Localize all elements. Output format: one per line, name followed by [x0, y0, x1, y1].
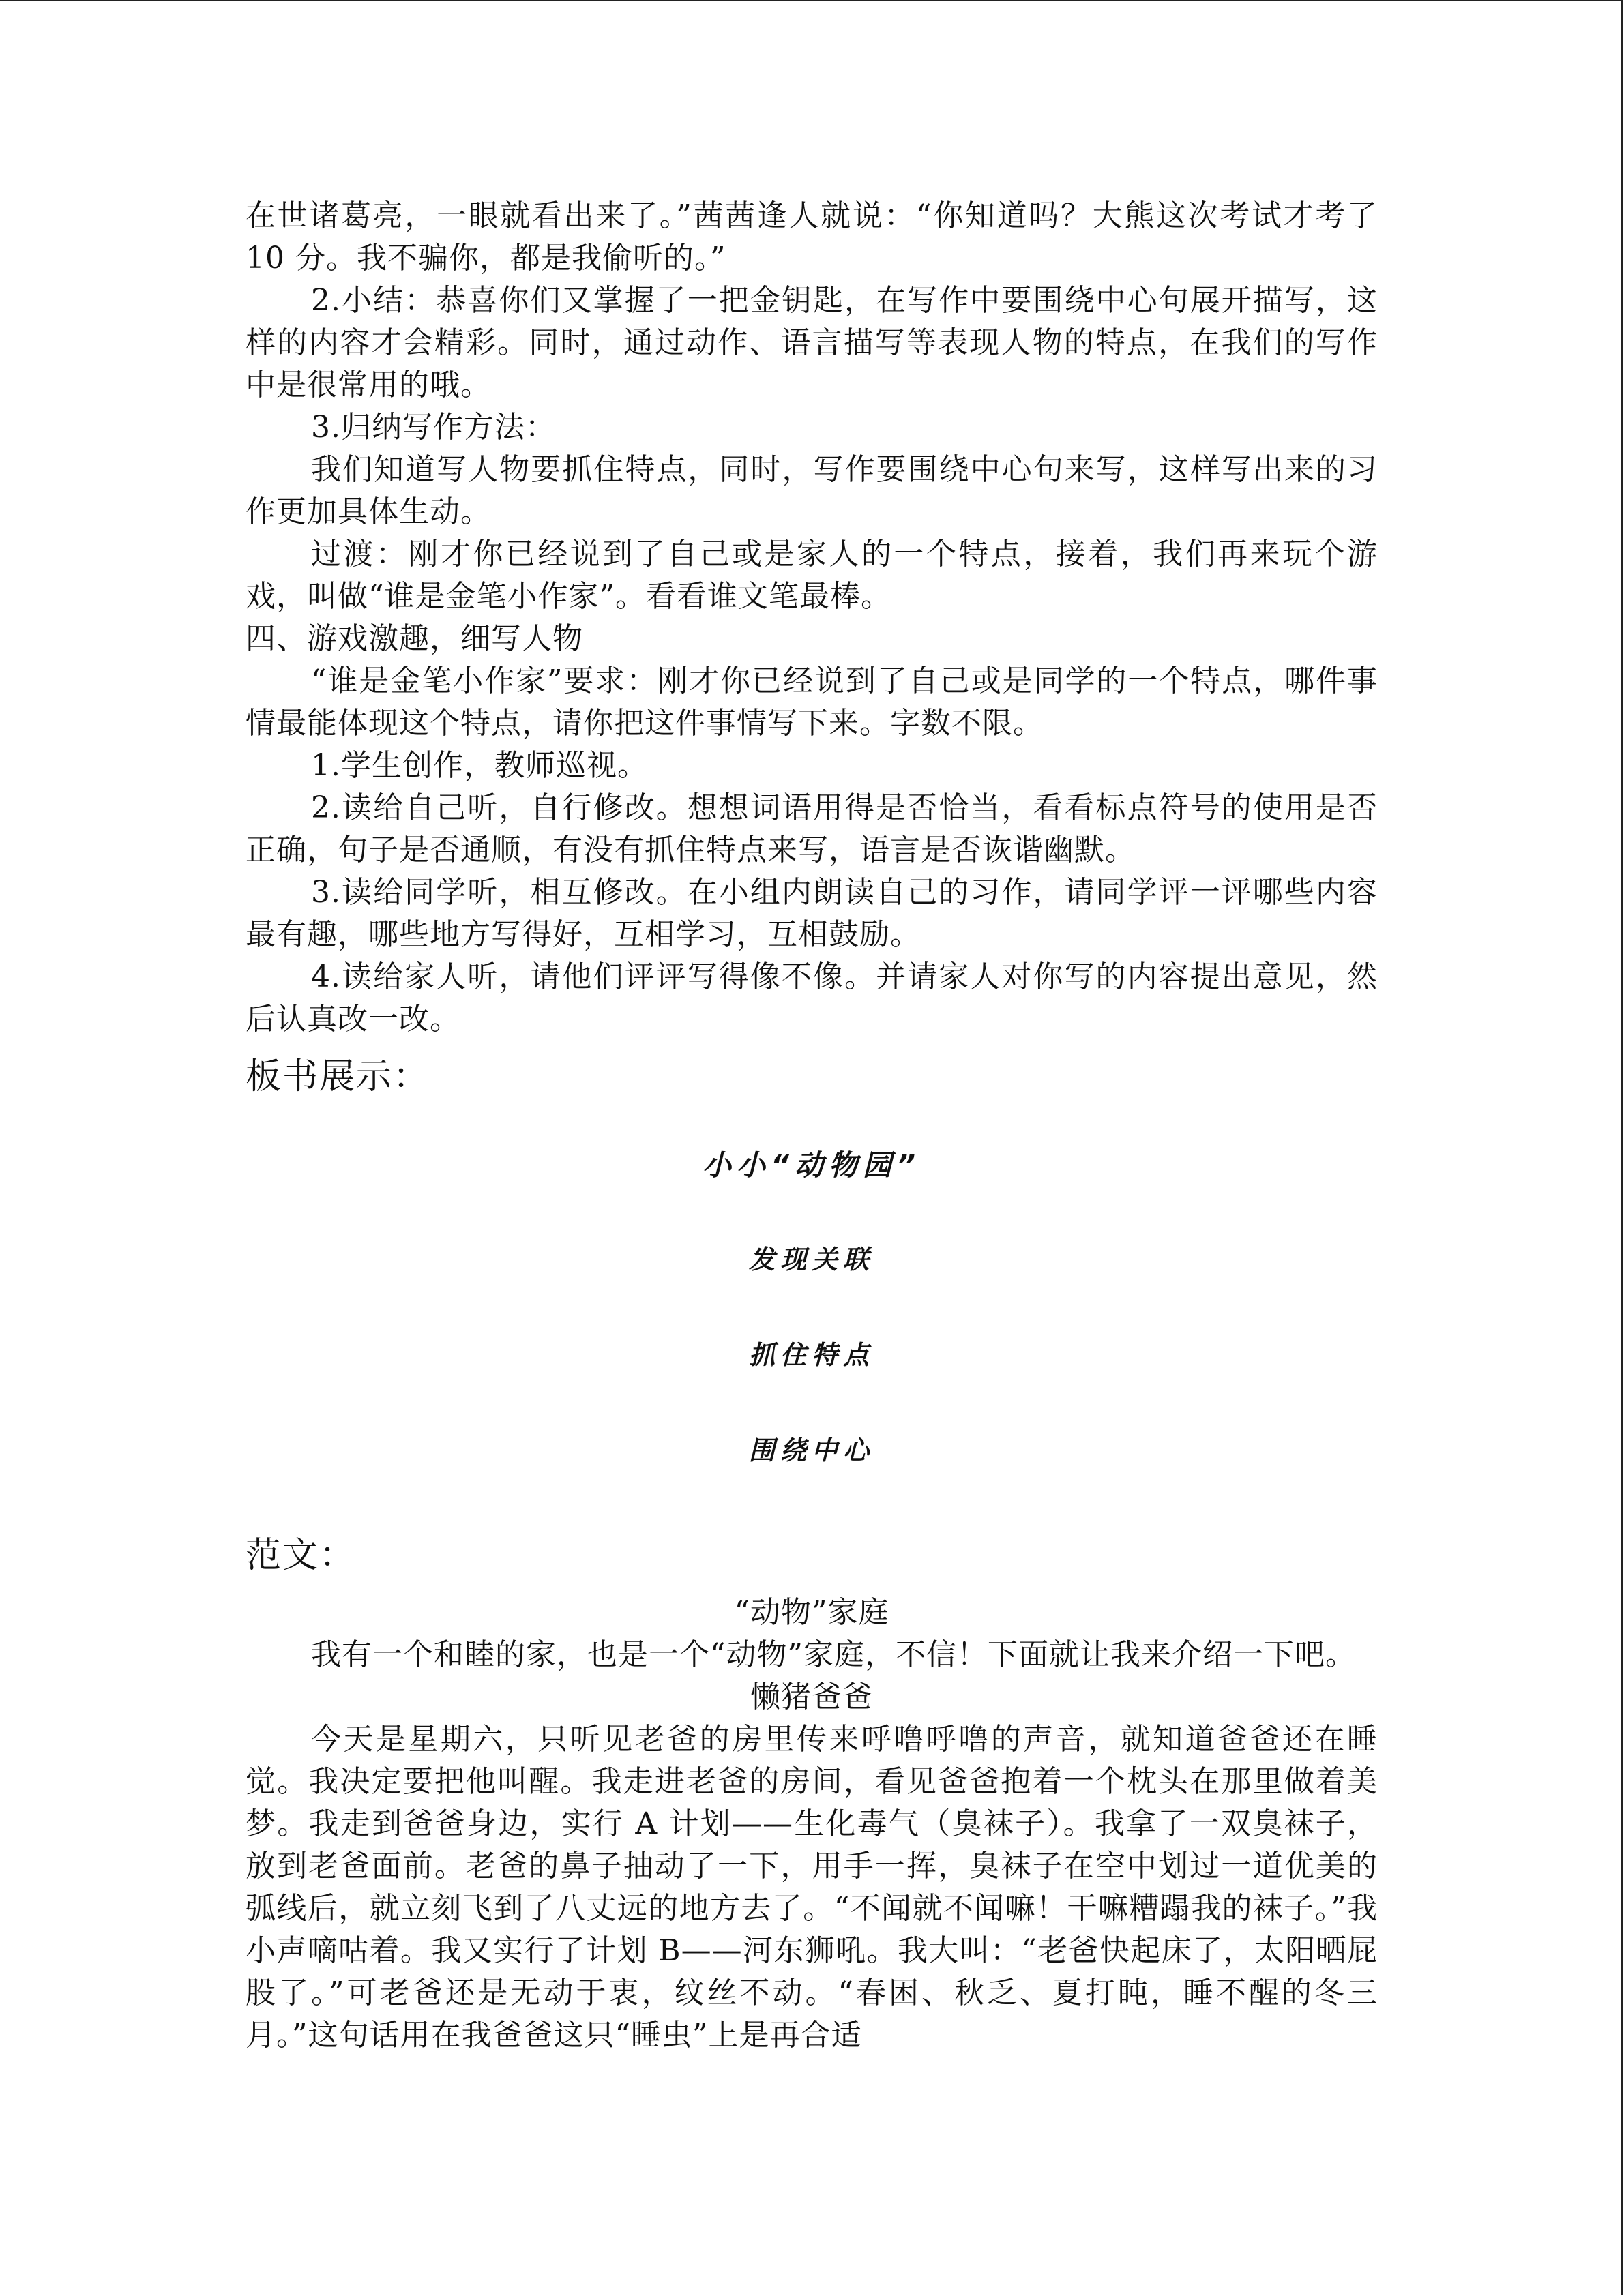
paragraph-step-2: 2.读给自己听，自行修改。想想词语用得是否恰当，看看标点符号的使用是否正确，句子是否通顺，有没有抓住特点来写，语言是否诙谐幽默。: [246, 790, 1378, 867]
essay-title: “动物”家庭: [734, 1595, 889, 1630]
paragraph-summary: 2.小结：恭喜你们又掌握了一把金钥匙，在写作中要围绕中心句展开描写，这样的内容才会精彩。同时，通过动作、语言描写等表现人物的特点，在我们的写作中是很常用的哦。: [246, 283, 1378, 402]
paragraph-continuation: 在世诸葛亮，一眼就看出来了。”茜茜逢人就说：“你知道吗？大熊这次考试才考了 10 分。我不骗你，都是我偷听的。”: [246, 198, 1378, 275]
board-item-center: 围绕中心: [748, 1435, 874, 1465]
essay-body: 今天是星期六，只听见老爸的房里传来呼噜呼噜的声音，就知道爸爸还在睡觉。我决定要把他叫醒。我走进老爸的房间，看见爸爸抱着一个枕头在那里做着美梦。我走到爸爸身边，实行 A 计划——生化毒气（臭袜子）。我拿了一双臭袜子，放到老爸面前。老爸的鼻子抽动了一下，用手一挥，臭袜子在空中划过一道优美的弧线后，就立刻飞到了八丈远的地方去了。“不闻就不闻嘛！干嘛糟蹋我的袜子。”我小声嘀咕着。我又实行了计划 B——河东狮吼。我大叫：“老爸快起床了，太阳晒屁股了。”可老爸还是无动于衷，纹丝不动。“春困、秋乏、夏打盹，睡不醒的冬三月。”这句话用在我爸爸这只“睡虫”上是再合适: [246, 1722, 1378, 2053]
board-heading: 板书展示：: [246, 1056, 430, 1097]
sample-essay-heading: 范文：: [246, 1535, 357, 1576]
section-heading-game: 四、游戏激趣，细写人物: [246, 621, 583, 656]
paragraph-method: 我们知道写人物要抓住特点，同时，写作要围绕中心句来写，这样写出来的习作更加具体生动。: [246, 452, 1378, 529]
paragraph-requirement: “谁是金笔小作家”要求：刚才你已经说到了自己或是同学的一个特点，哪件事情最能体现这个特点，请你把这件事情写下来。字数不限。: [246, 664, 1378, 741]
paragraph-method-heading: 3.归纳写作方法：: [311, 410, 556, 445]
document-body: [246, 195, 1378, 2057]
essay-subtitle: 懒猪爸爸: [750, 1680, 873, 1714]
board-title: 小小“动物园”: [702, 1148, 921, 1182]
paragraph-transition: 过渡：刚才你已经说到了自己或是家人的一个特点，接着，我们再来玩个游戏，叫做“谁是金笔小作家”。看看谁文笔最棒。: [246, 537, 1378, 614]
board-item-discover: 发现关联: [748, 1244, 874, 1274]
essay-intro: 我有一个和睦的家，也是一个“动物”家庭，不信！下面就让我来介绍一下吧。: [311, 1637, 1356, 1672]
paragraph-step-1: 1.学生创作，教师巡视。: [311, 748, 648, 783]
board-item-features: 抓住特点: [748, 1340, 874, 1370]
paragraph-step-4: 4.读给家人听，请他们评评写得像不像。并请家人对你写的内容提出意见，然后认真改一改。: [246, 959, 1378, 1037]
paragraph-step-3: 3.读给同学听，相互修改。在小组内朗读自己的习作，请同学评一评哪些内容最有趣，哪些地方写得好，互相学习，互相鼓励。: [246, 875, 1378, 952]
